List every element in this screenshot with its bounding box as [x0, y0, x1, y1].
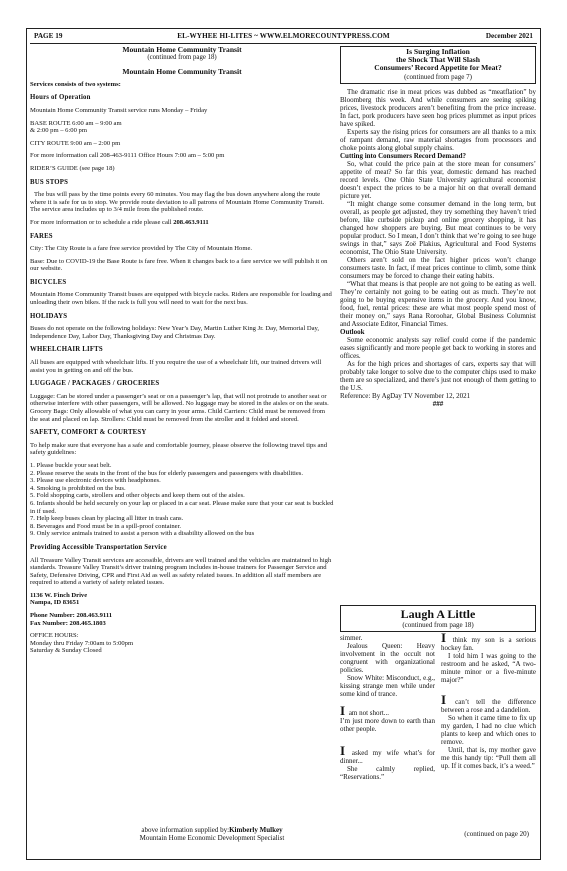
luggage-text: Luggage: Can be stored under a passenger’s seat or on a passenger’s lap, that will not protrude to another seat or otherwise interfere with other passengers, will be allowed. No luggage may be stored in the aisles or on the seats. Grocery Bags: Only allowable of what you can carry in your arms. Child Carriers: Child must be removed from the seat and placed on lap. Strollers: Child must be removed from the stroller and it folded and stored.	[30, 392, 329, 423]
ride-call-phone: 208.463.9111	[173, 218, 209, 226]
drop-cap: I	[340, 703, 346, 718]
inflation-title-line-1: Is Surging Inflation	[406, 47, 470, 56]
header-rule	[30, 43, 537, 44]
supplied-name: Kimberly Mulkey	[229, 826, 283, 834]
list-item: 1. Please buckle your seat belt.	[30, 461, 112, 469]
joke-text: I told him I was going to the restroom and he asked, “A two-minute minor or a five-minute major?”	[441, 652, 536, 684]
paragraph: Experts say the rising prices for consumers are all thanks to a mix of rampant demand, raw material shortages from processors and choke points along global supply chains.	[340, 127, 536, 152]
joke-text: Jealous Queen: Heavy involvement in the occult not congruent with organizational policies.	[340, 642, 435, 674]
hours-line: Mountain Home Community Transit service runs Monday – Friday	[30, 106, 208, 114]
bus-stops-text: The bus will pass by the time points every 60 minutes. You may flag the bus down anywhere along the route where it is safe for us to stop. We provide route deviation to all patrons of Mountain Home Community Transit. The service area includes up to 3/4 mile from the published route.	[30, 191, 325, 214]
inflation-title-box	[340, 46, 536, 84]
fax-number: Fax Number: 208.465.1803	[30, 619, 106, 627]
ats-heading: Providing Accessible Transportation Service	[30, 543, 167, 551]
city-route-line: CITY ROUTE 9:00 am – 2:00 pm	[30, 139, 121, 147]
supplied-prefix: above information supplied by:	[141, 826, 230, 834]
luggage-heading: LUGGAGE / PACKAGES / GROCERIES	[30, 380, 160, 388]
riders-guide-line: RIDER’S GUIDE (see page 18)	[30, 164, 115, 172]
article-title: Mountain Home Community Transit	[122, 45, 242, 54]
more-info-line: For more information call 208-463-9111 Office Hours 7:00 am – 5:00 pm	[30, 152, 225, 160]
joke-line: can’t tell the difference between a rose and a dandelion.	[441, 698, 536, 714]
laugh-title: Laugh A Little	[400, 607, 476, 621]
list-item: 6. Infants should be held securely on your lap or placed in a car seat. Please make sure that your car seat is buckled in if used.	[30, 499, 334, 515]
drop-cap: I	[340, 743, 346, 758]
systems-line: Services consists of two systems:	[30, 80, 121, 88]
office-hours-heading: OFFICE HOURS:	[30, 632, 79, 640]
laugh-column-2	[441, 630, 536, 770]
paragraph: As for the high prices and shortages of cars, experts say that will probably take longer to solve due to the computer chips used to make them are so specialized, and there’s just not enough of them getting to the U.S.	[340, 359, 536, 392]
office-hours-line-1: Monday thru Friday 7:00am to 5:00pm	[30, 639, 134, 647]
bus-stops-heading: BUS STOPS	[30, 178, 69, 186]
article-title-2: Mountain Home Community Transit	[122, 66, 242, 76]
end-mark: ###	[432, 399, 444, 408]
joke-text	[441, 630, 536, 652]
drop-cap: I	[441, 692, 447, 707]
page-header	[30, 31, 537, 43]
office-hours-line-2: Saturday & Sunday Closed	[30, 647, 102, 655]
safety-heading: SAFETY, COMFORT & COURTESY	[30, 429, 147, 437]
laugh-title-box	[340, 605, 536, 632]
continued-note: (continued from page 18)	[147, 54, 217, 61]
base-route-line-1: BASE ROUTE 6:00 am – 9:00 am	[30, 119, 122, 127]
subheading: Cutting into Consumers Record Demand?	[340, 151, 466, 160]
list-item: 4. Smoking is prohibited on the bus.	[30, 484, 126, 492]
drop-cap: I	[441, 630, 447, 645]
joke-line: think my son is a serious hockey fan.	[441, 636, 536, 652]
list-item: 2. Please reserve the seats in the front of the bus for elderly passengers and passengers with disabilities.	[30, 469, 304, 477]
list-item: 3. Please use electronic devices with headphones.	[30, 477, 161, 485]
transit-article	[30, 46, 334, 655]
holidays-heading: HOLIDAYS	[30, 312, 68, 320]
fares-city: City: The City Route is a fare free service provided by The City of Mountain Home.	[30, 245, 253, 253]
joke-text: Until, that is, my mother gave me this handy tip: “Pull them all up. If it comes back, it’s a weed.”	[441, 746, 536, 770]
reference-line: Reference: By AgDay TV November 12, 2021	[340, 391, 471, 400]
inflation-article	[340, 46, 536, 408]
laugh-column-1	[340, 634, 435, 781]
continued-note: (continued from page 18)	[402, 621, 474, 629]
wheelchair-text: All buses are equipped with wheelchair lifts. If you require the use of a wheelchair lift, our trained drivers will assist you in getting on and off the bus.	[30, 359, 322, 374]
continued-note: (continued from page 7)	[404, 72, 472, 81]
paragraph: “What that means is that people are not going to be eating as well. They’re certainly not going to be eating out as much. They’re not going to be buying expensive items in the grocery. And you know, food, fuel, rental prices: these are what most people spend most of their money on,” says Rana Roroohar, Global Business Columnist and Associate Editor, Financial Times.	[340, 279, 536, 328]
inflation-title-line-2: the Shock That Will Slash	[396, 55, 480, 65]
joke-text	[441, 692, 536, 714]
supplied-by	[92, 826, 332, 842]
bicycles-text: Mountain Home Community Transit buses are equipped with bicycle racks. Riders are responsible for loading and unloading their own bikes. If the rack is full you will need to wait for the next bus.	[30, 291, 332, 307]
paragraph: Some economic analysts say relief could come if the pandemic eases significantly and more people get back to working in stores and offices.	[340, 335, 536, 360]
joke-text: I’m just more down to earth than other people.	[340, 717, 435, 733]
joke-text	[340, 743, 435, 765]
address-line-1: 1136 W. Finch Drive	[30, 591, 88, 599]
list-item: 8. Beverages and Food must be in a spill-proof container.	[30, 522, 182, 530]
supplied-by-line	[92, 826, 332, 834]
continued-on-note: (continued on page 20)	[464, 830, 529, 838]
phone-number: Phone Number: 208.463.9111	[30, 612, 113, 620]
joke-text: Snow White: Misconduct, e.g., kissing strange men while under some kind of trance.	[340, 674, 435, 698]
joke-text: simmer.	[340, 634, 363, 642]
joke-text	[340, 703, 435, 718]
fares-heading: FARES	[30, 232, 53, 240]
issue-date: December 2021	[485, 32, 533, 40]
wheelchair-heading: WHEELCHAIR LIFTS	[30, 346, 103, 354]
paragraph: “It might change some consumer demand in the long term, but overall, as people get adjusted, they try something they haven’t tried before, like curbside pickup and online grocery shopping, it has changed how shoppers are buying. But meat continues to be very popular product. So I mean, I don’t think that we’re going to see huge swings in that,” says Zoë Plakius, Agricultural and Food Systems economist, The Ohio State University.	[340, 199, 536, 256]
paragraph: Others aren’t sold on the fact higher prices won’t change consumers taste. In fact, if meat prices continue to climb, some think consumers may be forced to change their eating habits.	[340, 255, 536, 280]
inflation-title-line-3: Consumers’ Record Appetite for Meat?	[374, 63, 502, 73]
safety-intro: To help make sure that everyone has a safe and comfortable journey, please observe the following travel tips and safety guidelines:	[30, 441, 328, 457]
subheading: Outlook	[340, 327, 365, 336]
paragraph: So, what could the price pain at the store mean for consumers’ appetite of meat? So far this year, domestic demand has reached record levels. One Ohio State University agricultural economist doesn’t expect the prices to be a major hit on that overall demand picture yet.	[340, 159, 536, 200]
joke-text: She calmly replied, “Reservations.”	[340, 765, 435, 781]
base-route-line-2: & 2:00 pm – 6:00 pm	[30, 127, 87, 135]
bicycles-heading: BICYCLES	[30, 278, 67, 286]
joke-line: am not short...	[347, 709, 390, 717]
ats-text: All Treasure Valley Transit services are accessible, drivers are well trained and the vehicles are maintained to high standards. Treasure Valley Transit’s driver training program includes in-house trainers for Passenger Service and Safety, Defensive Driving, CPR and First Aid as well as safety related issues. In addition all staff members are required to attend a variety of safety related issues.	[30, 556, 332, 587]
laugh-a-little	[340, 605, 536, 781]
hours-heading: Hours of Operation	[30, 94, 91, 102]
page-number: PAGE 19	[34, 32, 63, 40]
ride-call-text: For more information or to schedule a ride please call	[30, 218, 174, 226]
publication-name: EL-WYHEE HI-LITES ~ WWW.ELMORECOUNTYPRESS.COM	[177, 32, 390, 40]
list-item: 7. Help keep buses clean by placing all litter in trash cans.	[30, 515, 184, 523]
fares-base: Base: Due to COVID-19 the Base Route is fare free. When it changes back to a fare service we will publish it on our website.	[30, 257, 328, 273]
joke-text: So when it came time to fix up my garden, I had no clue which plants to keep and which ones to remove.	[441, 714, 536, 746]
list-item: 5. Fold shopping carts, strollers and other objects and keep them out of the aisles.	[30, 492, 245, 500]
paragraph: The dramatic rise in meat prices was dubbed as “meatflation” by Bloomberg this week. And while consumers are seeing spiking prices, livestock producers aren’t benefiting from the price increase. In fact, pork producers have seen hog prices plummet as input prices have spiked.	[340, 87, 536, 128]
holidays-text: Buses do not operate on the following holidays: New Year’s Day, Martin Luther King Jr. Day, Memorial Day, Independence Day, Labor Day, Thanksgiving Day and Christmas Day.	[30, 325, 320, 340]
supplied-org: Mountain Home Economic Development Specialist	[139, 834, 285, 842]
ride-call-line	[30, 219, 334, 227]
safety-tips-list	[30, 462, 334, 538]
list-item: 9. Only service animals trained to assist a person with a disability allowed on the bus	[30, 530, 255, 538]
inflation-body	[340, 88, 536, 408]
address-line-2: Nampa, ID 83651	[30, 599, 80, 607]
joke-line: asked my wife what’s for dinner...	[340, 749, 435, 765]
